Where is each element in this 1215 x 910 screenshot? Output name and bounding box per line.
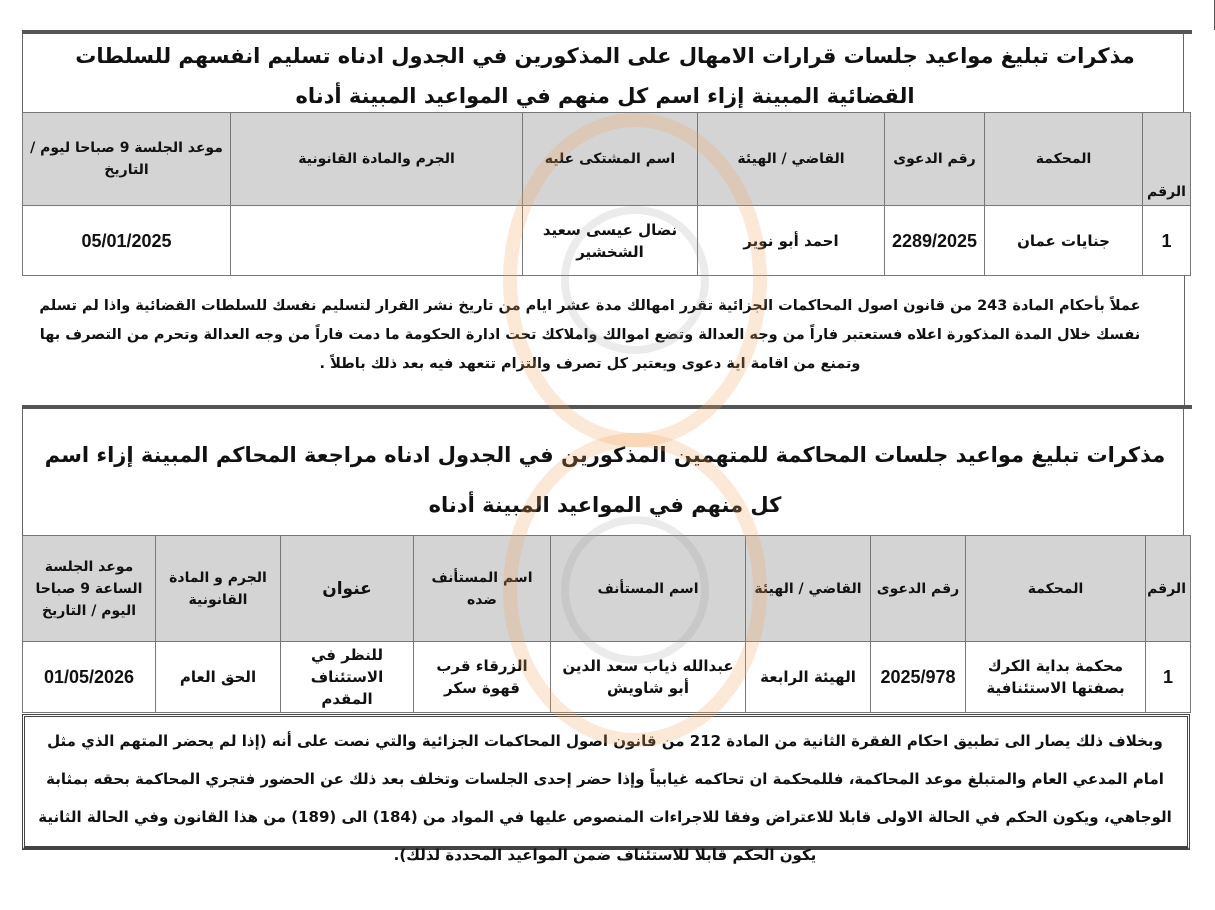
cell-number: 1: [1143, 206, 1191, 276]
table-header-row: [23, 113, 1191, 206]
cell-judge: احمد أبو نوير: [698, 206, 885, 276]
cell-judge: الهيئة الرابعة: [746, 642, 871, 713]
col-court: المحكمة: [985, 113, 1143, 206]
col-number: الرقم: [1143, 113, 1191, 206]
col-respondent: اسم المستأنف ضده: [414, 536, 551, 642]
cell-number: 1: [1146, 642, 1191, 713]
col-case-number: رقم الدعوى: [871, 536, 966, 642]
cell-date: 01/05/2026: [23, 642, 156, 713]
cell-appellant: عبدالله ذياب سعد الدين أبو شاويش: [551, 642, 746, 713]
cell-court: جنايات عمان: [985, 206, 1143, 276]
col-case-number: رقم الدعوى: [885, 113, 985, 206]
col-address: عنوان: [281, 536, 414, 642]
col-number: الرقم: [1146, 536, 1191, 642]
cell-address: للنظر في الاستئناف المقدم: [281, 642, 414, 713]
table-row: [23, 206, 1191, 276]
cell-case-number: 2025/978: [871, 642, 966, 713]
notice1-title: مذكرات تبليغ مواعيد جلسات قرارات الامهال على المذكورين في الجدول ادناه تسليم انفسهم للسلطات القضائية المبينة إزاء اسم كل منهم في المواعيد المبينة أدناه: [75, 44, 1135, 108]
notice1-table: [22, 112, 1191, 276]
cell-case-number: 2289/2025: [885, 206, 985, 276]
notice2-paragraph: وبخلاف ذلك يصار الى تطبيق احكام الفقرة الثانية من المادة 212 من قانون اصول المحاكمات الجزائية والتي نصت على أنه (إذا لم يحضر المتهم الذي مثل امام المدعي العام والمتبلغ موعد المحاكمة، فللمحكمة ان تحاكمه غيابياً وإذا حضر إحدى الجلسات وتخلف بعد ذلك عن الحضور فتجري المحاكمة بحقه بمثابة الوجاهي، ويكون الحكم في الحالة الاولى قابلا للاعتراض وفقا للاجراءات المنصوص عليها في المواد من (184) الى (189) من هذا القانون وفي الحالة الثانية يكون الحكم قابلا للاستئناف ضمن المواعيد المحددة لذلك).: [38, 732, 1172, 864]
cell-crime: [231, 206, 523, 276]
col-defendant: اسم المشتكى عليه: [523, 113, 698, 206]
cell-crime: الحق العام: [156, 642, 281, 713]
col-appellant: اسم المستأنف: [551, 536, 746, 642]
notice2-table: [22, 535, 1191, 713]
col-date: موعد الجلسة الساعة 9 صباحا اليوم / التاريخ: [23, 536, 156, 642]
col-judge: القاضي / الهيئة: [746, 536, 871, 642]
cell-date: 05/01/2025: [23, 206, 231, 276]
cell-court: محكمة بداية الكرك بصفتها الاستئنافية: [966, 642, 1146, 713]
table-row: [23, 642, 1191, 713]
notice1-paragraph: عملاً بأحكام المادة 243 من قانون اصول المحاكمات الجزائية تقرر امهالك مدة عشر ايام من تاريخ نشر القرار لتسليم نفسك للسلطات القضائية واذا لم تسلم نفسك خلال المدة المذكورة اعلاه فستعتبر فاراً من وجه العدالة وتضع اموالك واملاكك تحت ادارة الحكومة ما دمت فاراً من وجه العدالة وتحرم من التصرف بها وتمنع من اقامة اية دعوى ويعتبر كل تصرف والتزام تتعهد فيه بعد ذلك باطلاً .: [39, 298, 1141, 372]
cell-defendant: نضال عيسى سعيد الشخشير: [523, 206, 698, 276]
col-crime: الجرم والمادة القانونية: [231, 113, 523, 206]
col-court: المحكمة: [966, 536, 1146, 642]
col-judge: القاضي / الهيئة: [698, 113, 885, 206]
table-header-row: [23, 536, 1191, 642]
top-cut-row: [0, 0, 1215, 30]
col-date: موعد الجلسة 9 صباحا ليوم / التاريخ: [23, 113, 231, 206]
col-crime: الجرم و المادة القانونية: [156, 536, 281, 642]
notice2-title: مذكرات تبليغ مواعيد جلسات المحاكمة للمتهمين المذكورين في الجدول ادناه مراجعة المحاكم المبينة إزاء اسم كل منهم في المواعيد المبينة أدناه: [44, 443, 1166, 517]
cell-respondent: الزرقاء قرب قهوة سكر: [414, 642, 551, 713]
notice1-paragraph-frame: [1155, 275, 1185, 405]
